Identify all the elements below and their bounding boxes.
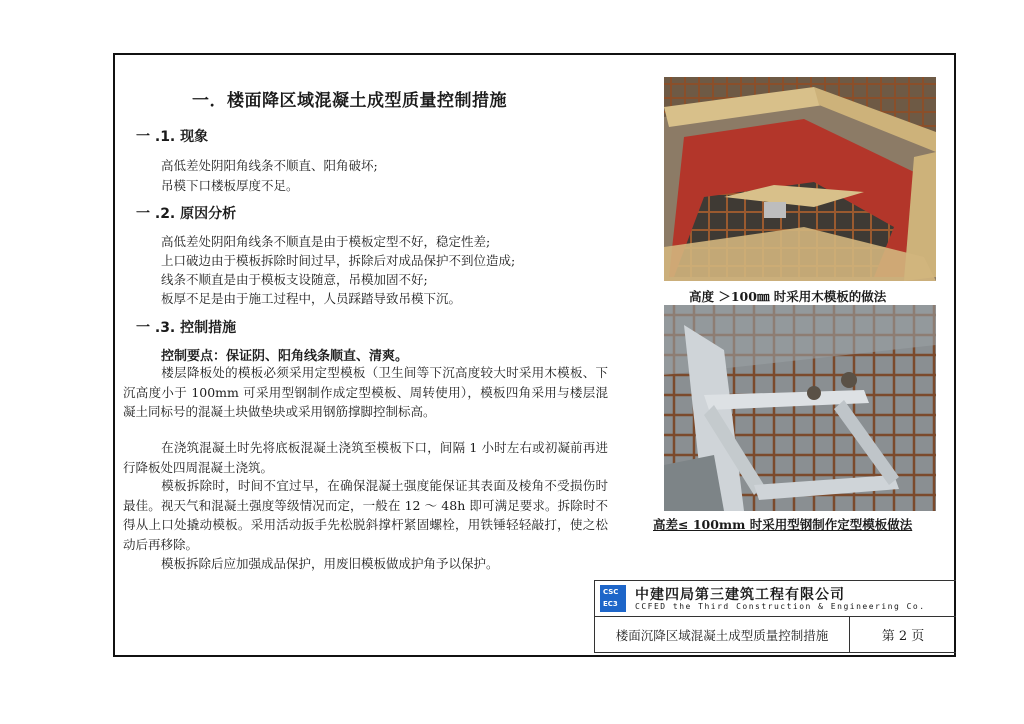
section-heading-cause: 一 .2. 原因分析: [136, 206, 237, 222]
section-heading-phenomenon: 一 .1. 现象: [136, 129, 209, 145]
paragraph: 模板拆除时，时间不宜过早，在确保混凝土强度能保证其表面及棱角不受损伤时最佳。视天气和混凝土强度等级情况而定，一般在 12 ～ 48h 即可满足要求。拆除时不得从上口处撬动模板。采用活动扳手先松脱斜撑杆紧固螺栓，用铁锤轻轻敲打，使之松动后再移除。: [123, 478, 608, 552]
company-logo: CSC EC3: [600, 585, 626, 612]
paragraph: 楼层降板处的模板必须采用定型模板（卫生间等下沉高度较大时采用木模板、下沉高度小于 100mm 可采用型钢制作成定型模板、周转使用），模板四角采用与楼层混凝土同标号的混凝土块做垫块或采用钢筋撑脚控制标高。: [123, 365, 608, 419]
company-block: [594, 580, 956, 617]
document-title: 一．楼面降区域混凝土成型质量控制措施: [192, 91, 507, 111]
text-line: 高低差处阴阳角线条不顺直是由于模板定型不好，稳定性差;: [161, 234, 491, 249]
text-line: 板厚不足是由于施工过程中，人员踩踏导致吊模下沉。: [161, 291, 462, 306]
company-name-cn: 中建四局第三建筑工程有限公司: [635, 587, 845, 603]
photo1-caption: 高度 ＞100㎜ 时采用木模板的做法: [689, 289, 887, 304]
photo-steel-formwork: [664, 305, 936, 511]
paragraph: 模板拆除后应加强成品保护，用废旧模板做成护角予以保护。: [161, 556, 499, 571]
footer-doc-name: 楼面沉降区域混凝土成型质量控制措施: [595, 617, 850, 652]
photo-timber-formwork: [664, 77, 936, 281]
company-name-en: CCFED the Third Construction & Engineering Co.: [635, 602, 926, 611]
text-line: 线条不顺直是由于模板支设随意，吊模加固不好;: [161, 272, 428, 287]
text-line: 吊模下口楼板厚度不足。: [161, 178, 299, 193]
key-point: 控制要点：保证阴、阳角线条顺直、清爽。: [161, 349, 409, 364]
text-line: 高低差处阴阳角线条不顺直、阳角破坏;: [161, 158, 378, 173]
page-number: 第 2 页: [881, 629, 925, 644]
paragraph: 在浇筑混凝土时先将底板混凝土浇筑至模板下口，间隔 1 小时左右或初凝前再进行降板处四周混凝土浇筑。: [123, 440, 608, 475]
footer-table: [594, 617, 956, 653]
photo2-caption: 高差≤ 100mm 时采用型钢制作定型模板做法: [653, 517, 913, 532]
section-heading-measures: 一 .3. 控制措施: [136, 320, 237, 336]
text-line: 上口破边由于模板拆除时间过早，拆除后对成品保护不到位造成;: [161, 253, 516, 268]
